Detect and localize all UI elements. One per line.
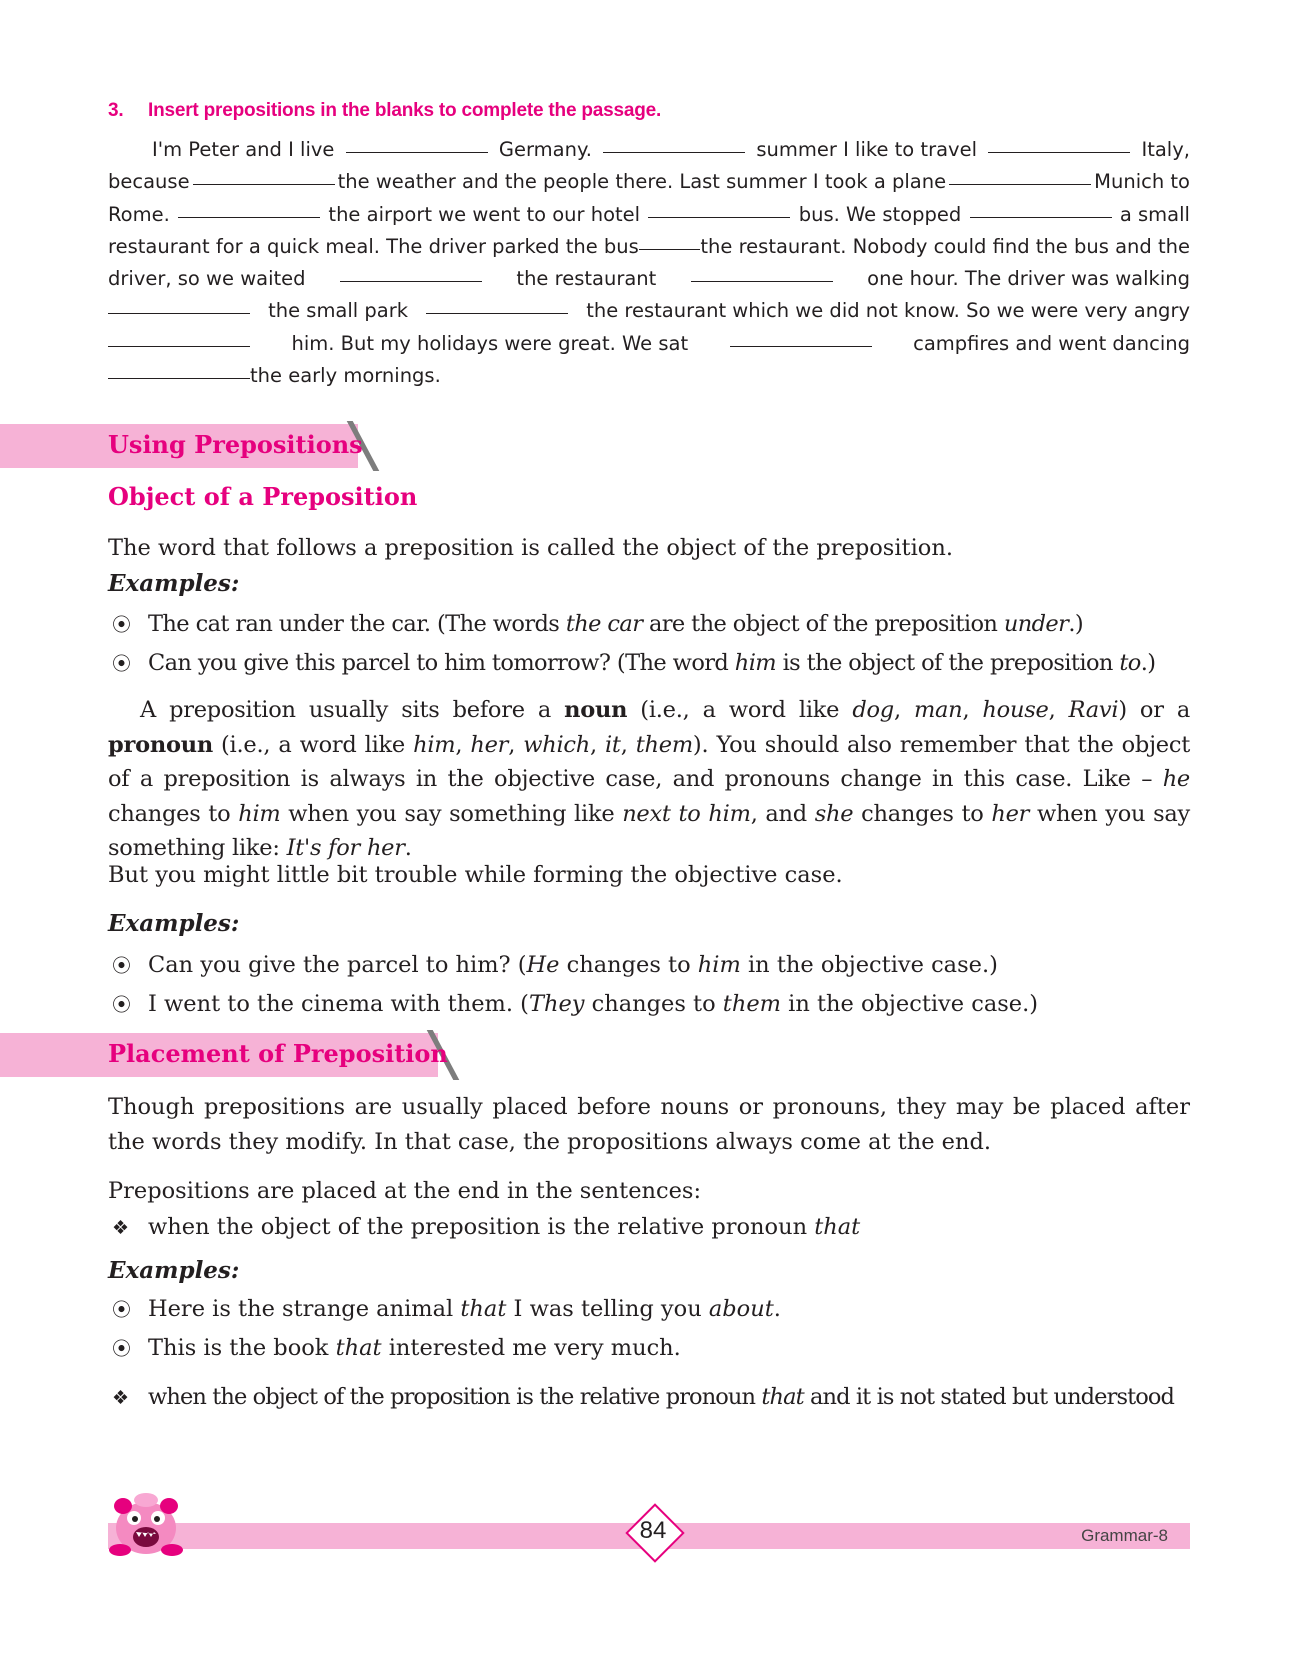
passage-line: restaurant for a quick meal. The driver parked the bus the restaurant. Nobody could find the bus and the [108, 231, 1190, 263]
section-title: Placement of Preposition [108, 1039, 448, 1068]
examples-label: Examples: [108, 570, 240, 597]
target-bullet-icon: ⦿ [112, 614, 131, 636]
example-item: ⦿ I went to the cinema with them. (They changes to them in the objective case.) [112, 991, 1039, 1017]
example-item: ⦿ Can you give this parcel to him tomorrow? (The word him is the object of the preposition to.) [112, 650, 1156, 676]
passage-line: I'm Peter and I live Germany. summer I like to travel Italy, [108, 134, 1190, 166]
blank[interactable] [346, 134, 488, 153]
passage-line: because the weather and the people there. Last summer I took a plane Munich to [108, 166, 1190, 198]
blank[interactable] [603, 134, 745, 153]
explanation-paragraph: A preposition usually sits before a noun (i.e., a word like dog, man, house, Ravi) or a pronoun (i.e., a word like him, her, which, it, them). You should also remember that the object of a preposition is always in the objective case, and pronouns change in this case. Like – he changes to him when you say something like next to him, and she changes to her when you say something like: It's for her. [108, 697, 1191, 861]
blank[interactable] [639, 231, 701, 250]
blank[interactable] [340, 263, 482, 282]
blank[interactable] [108, 328, 250, 347]
blank[interactable] [193, 166, 335, 185]
exercise-passage [108, 134, 1190, 392]
blank[interactable] [426, 295, 568, 314]
blank[interactable] [691, 263, 833, 282]
target-bullet-icon: ⦿ [112, 653, 131, 675]
passage-line: the small park the restaurant which we did not know. So we were very angry [108, 295, 1190, 327]
passage-line: driver, so we waited the restaurant one hour. The driver was walking [108, 263, 1190, 295]
rule-item: ❖ when the object of the proposition is the relative pronoun that and it is not stated but understood [112, 1384, 1175, 1410]
blank[interactable] [949, 166, 1091, 185]
passage-line: the early mornings. [108, 360, 1190, 392]
blank[interactable] [970, 199, 1112, 218]
blank[interactable] [648, 199, 790, 218]
blank[interactable] [108, 295, 250, 314]
trouble-text: But you might little bit trouble while forming the objective case. [108, 862, 843, 888]
example-item: ⦿ Here is the strange animal that I was telling you about. [112, 1296, 781, 1322]
diamond-bullet-icon: ❖ [112, 1217, 130, 1239]
examples-label: Examples: [108, 1257, 240, 1284]
target-bullet-icon: ⦿ [112, 1299, 132, 1321]
blank[interactable] [988, 134, 1130, 153]
exercise-heading [108, 100, 661, 122]
blank[interactable] [108, 360, 250, 379]
blank[interactable] [730, 328, 872, 347]
example-item: ⦿ The cat ran under the car. (The words the car are the object of the preposition under.) [112, 611, 1084, 637]
example-item: ⦿ Can you give the parcel to him? (He changes to him in the objective case.) [112, 952, 998, 978]
blank[interactable] [178, 199, 320, 218]
rule-item: ❖ when the object of the preposition is the relative pronoun that [112, 1214, 861, 1240]
definition-text: The word that follows a preposition is called the object of the preposition. [108, 535, 953, 561]
passage-line: him. But my holidays were great. We sat campfires and went dancing [108, 328, 1190, 360]
exercise-number: 3. [108, 100, 124, 121]
subsection-title: Object of a Preposition [108, 482, 418, 511]
example-item: ⦿ This is the book that interested me very much. [112, 1335, 681, 1361]
passage-line: Rome. the airport we went to our hotel bus. We stopped a small [108, 199, 1190, 231]
diamond-bullet-icon: ❖ [112, 1387, 129, 1409]
exercise-instruction: Insert prepositions in the blanks to complete the passage. [148, 100, 662, 121]
monster-mascot-icon [108, 1488, 184, 1560]
page-number: 84 [639, 1517, 667, 1544]
placement-intro: Though prepositions are usually placed before nouns or pronouns, they may be placed after the words they modify. In that case, the propositions always come at the end. [108, 1094, 1190, 1155]
placement-rule-intro: Prepositions are placed at the end in the sentences: [108, 1178, 702, 1204]
target-bullet-icon: ⦿ [112, 955, 132, 977]
section-title: Using Prepositions [108, 430, 363, 459]
target-bullet-icon: ⦿ [112, 994, 132, 1016]
examples-label: Examples: [108, 910, 240, 937]
book-title: Grammar-8 [1081, 1526, 1168, 1545]
target-bullet-icon: ⦿ [112, 1338, 132, 1360]
